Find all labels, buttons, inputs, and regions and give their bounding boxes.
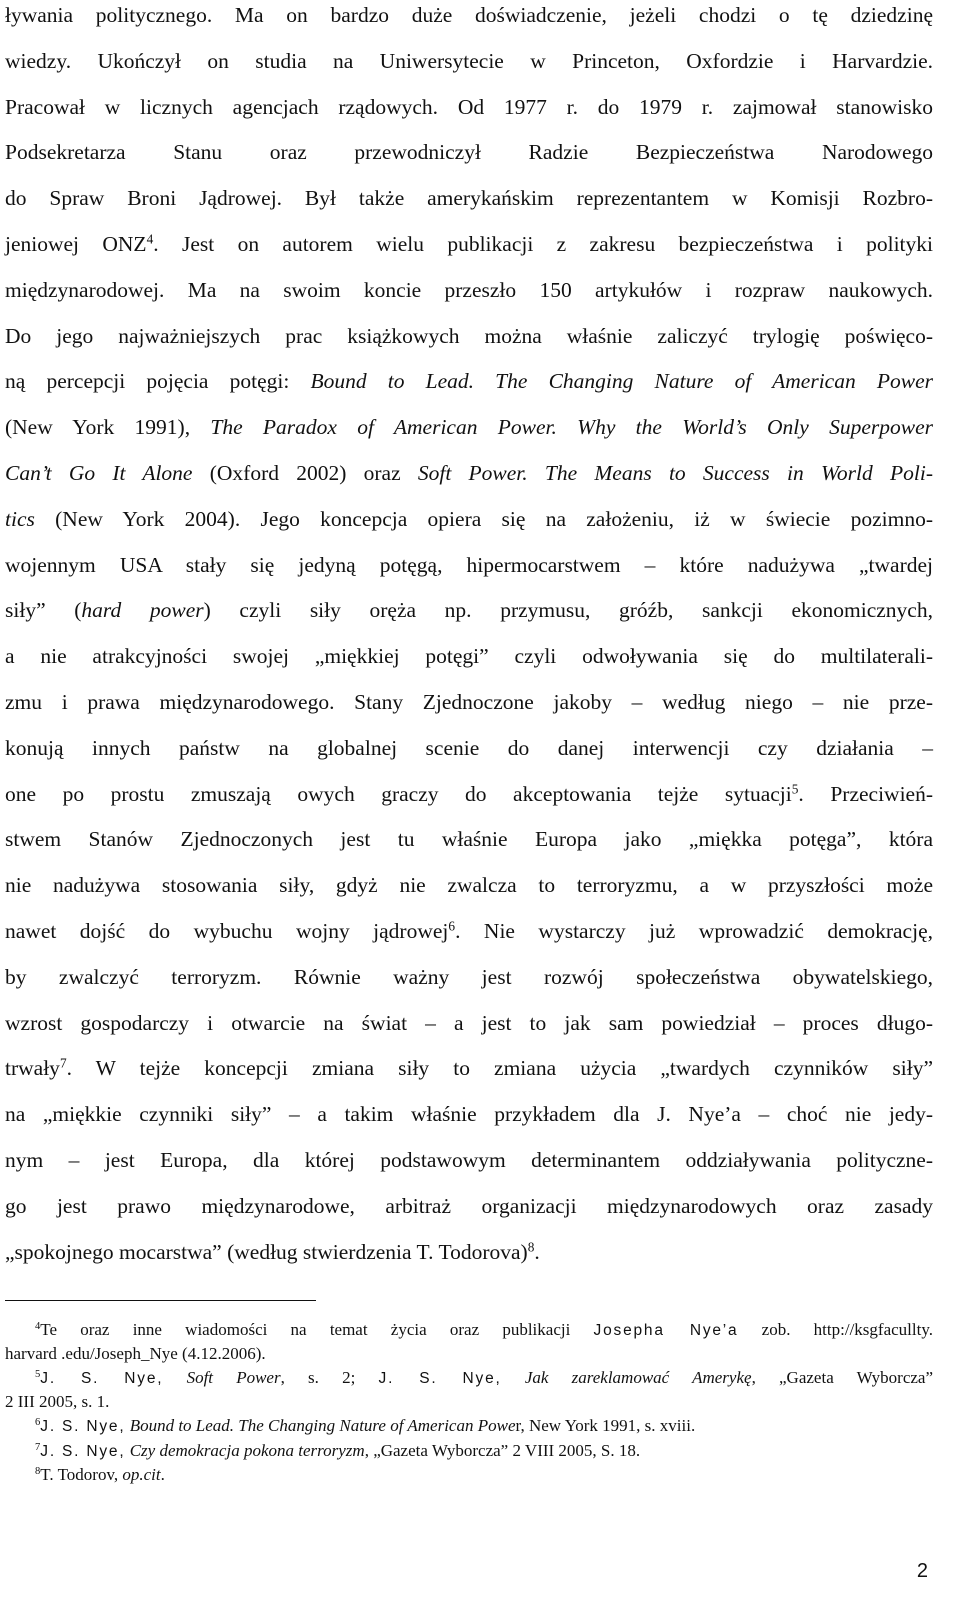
text-run: [163, 1368, 186, 1387]
text-run: „spokojnego mocarstwa” (według stwierdzenia T. Todorova): [5, 1239, 528, 1264]
text-line: [5, 458, 933, 488]
footnote-marker: 5: [35, 1369, 41, 1381]
text-run: zmu i prawa międzynarodowego. Stany Zjednoczone jakoby – według niego – nie prze-: [5, 690, 933, 714]
text-line: [5, 1237, 933, 1267]
footnote-7: [35, 1440, 933, 1463]
author-name: J. S. Nye,: [40, 1443, 126, 1460]
text-line: [5, 504, 933, 534]
text-run: wojennym USA stały się jedyną potęgą, hipermocarstwem – które nadużywa „twardej: [5, 552, 933, 577]
text-run: siły” (: [5, 598, 82, 623]
footnote-4: [35, 1319, 933, 1342]
italic-title: Soft Power: [186, 1368, 281, 1387]
text-line: [5, 412, 933, 442]
text-line: [5, 962, 933, 992]
text-run: wiedzy. Ukończył on studia na Uniwersytecie w Princeton, Oxfordzie i Harvardzie.: [5, 48, 933, 73]
text-run: ) czyli siły oręża np. przymusu, gróźb, sankcji ekonomicznych,: [203, 598, 933, 623]
footnote-ref: 8: [527, 1239, 535, 1255]
italic-title: Soft Power. The Means to Success in World Poli-: [417, 461, 933, 485]
text-run: .: [534, 1239, 540, 1264]
text-line: [5, 46, 933, 76]
text-run: Podsekretarza Stanu oraz przewodniczył Radzie Bezpieczeństwa Narodowego: [5, 140, 933, 165]
text-run: Te oraz inne wiadomości na temat życia oraz publikacji: [40, 1320, 594, 1339]
text-line: [5, 366, 933, 396]
text-run: . Nie wystarczy już wprowadzić demokrację,: [455, 919, 933, 943]
text-line: [5, 641, 933, 671]
footnote-ref: 7: [59, 1056, 67, 1072]
text-line: [5, 275, 933, 305]
text-line: [5, 1008, 933, 1038]
text-run: , „Gazeta Wyborcza” 2 VIII 2005, S. 18.: [364, 1441, 641, 1460]
text-line: [5, 550, 933, 580]
italic-title: Bound to Lead. The Changing Nature of American Powe: [129, 1416, 516, 1435]
footnote-marker: 7: [35, 1442, 41, 1454]
footnote-6: [35, 1415, 933, 1438]
text-run: go jest prawo międzynarodowe, arbitraż organizacji międzynarodowych oraz zasady: [5, 1193, 933, 1218]
text-line: [5, 1099, 933, 1129]
footnote-ref: 4: [146, 231, 154, 247]
text-run: ną percepcji pojęcia potęgi:: [5, 369, 311, 394]
text-run: do Spraw Broni Jądrowej. Był także amerykańskim reprezentantem w Komisji Rozbro-: [5, 186, 933, 211]
author-name: J. S. Nye,: [40, 1418, 126, 1435]
author-name: J. S. Nye,: [378, 1370, 502, 1387]
text-run: . Przeciwień-: [798, 781, 933, 806]
text-line: [5, 733, 933, 763]
text-line: [5, 595, 933, 625]
footnote-continuation: [5, 1343, 933, 1365]
text-run: T. Todorov,: [40, 1465, 123, 1484]
author-name: Josepha Nye’a: [593, 1322, 739, 1339]
text-run: (New York 1991),: [5, 415, 211, 440]
text-run: .: [160, 1465, 165, 1484]
italic-title: Czy demokracja pokona terroryzm: [129, 1441, 365, 1460]
text-run: na „miękkie czynniki siły” – a takim właśnie przykładem dla J. Nye’a – choć nie jedy-: [5, 1102, 933, 1127]
text-run: trwały: [5, 1056, 60, 1081]
text-run: konują innych państw na globalnej scenie do danej interwencji czy działania –: [5, 735, 933, 760]
text-run: nym – jest Europa, dla której podstawowym determinantem oddziaływania polityczne-: [5, 1148, 933, 1172]
page-number: 2: [916, 1560, 928, 1582]
text-run: stwem Stanów Zjednoczonych jest tu właśnie Europa jako „miękka potęga”, która: [5, 827, 933, 852]
author-name: J. S. Nye,: [40, 1370, 164, 1387]
text-run: . W tejże koncepcji zmiana siły to zmiana użycia „twardych czynników siły”: [66, 1056, 933, 1081]
footnote-ref: 6: [448, 918, 456, 934]
text-line: [5, 1053, 933, 1083]
text-run: by zwalczyć terroryzm. Równie ważny jest rozwój społeczeństwa obywatelskiego,: [5, 964, 933, 989]
italic-title: tics: [5, 506, 35, 531]
text-run: nawet dojść do wybuchu wojny jądrowej: [5, 919, 449, 943]
text-run: ływania politycznego. Ma on bardzo duże doświadczenie, jeżeli chodzi o tę dziedzinę: [5, 3, 933, 27]
text-line: [5, 92, 933, 122]
text-line: [5, 687, 933, 717]
text-line: [5, 1191, 933, 1221]
text-line: [5, 870, 933, 900]
footnote-ref: 5: [791, 781, 799, 797]
text-run: zob. http://ksgfacullty.: [738, 1320, 933, 1339]
text-line: [5, 916, 933, 946]
text-line: [5, 1145, 933, 1175]
italic-title: Bound to Lead. The Changing Nature of American Power: [310, 369, 933, 394]
text-run: (New York 2004). Jego koncepcja opiera się na założeniu, iż w świecie pozimno-: [34, 506, 933, 531]
italic-title: op.cit: [122, 1465, 161, 1484]
text-run: one po prostu zmuszają owych graczy do akceptowania tejże sytuacji: [5, 781, 792, 806]
text-run: jeniowej ONZ: [5, 232, 147, 256]
italic-title: hard power: [81, 598, 204, 623]
text-run: r, New York 1991, s. xviii.: [515, 1416, 696, 1435]
text-line: [5, 229, 933, 259]
text-line: [5, 137, 933, 167]
text-run: harvard .edu/Joseph_Nye (4.12.2006).: [5, 1344, 266, 1363]
text-run: Pracował w licznych agencjach rządowych. Od 1977 r. do 1979 r. zajmował stanowisko: [5, 94, 933, 119]
text-line: [5, 0, 933, 30]
italic-title: Jak zareklamować Amerykę: [524, 1368, 752, 1387]
footnote-5: [35, 1367, 933, 1390]
text-run: wzrost gospodarczy i otwarcie na świat – a jest to jak sam powiedział – proces długo-: [5, 1010, 933, 1035]
text-run: a nie atrakcyjności swojej „miękkiej potęgi” czyli odwoływania się do multilaterali-: [5, 644, 933, 669]
footnote-continuation: [5, 1391, 933, 1413]
footnote-marker: 8: [35, 1466, 41, 1478]
text-run: . Jest on autorem wielu publikacji z zakresu bezpieczeństwa i polityki: [153, 232, 933, 256]
italic-title: Can’t Go It Alone: [5, 461, 193, 485]
text-run: międzynarodowej. Ma na swoim koncie przeszło 150 artykułów i rozpraw naukowych.: [5, 277, 933, 302]
text-line: [5, 183, 933, 213]
text-line: [5, 824, 933, 854]
footnote-marker: 4: [35, 1321, 41, 1333]
text-run: 2 III 2005, s. 1.: [5, 1392, 110, 1411]
text-line: [5, 321, 933, 351]
footnote-marker: 6: [35, 1417, 41, 1429]
text-line: [5, 779, 933, 809]
text-run: , s. 2;: [280, 1368, 379, 1387]
text-run: nie nadużywa stosowania siły, gdyż nie zwalcza to terroryzmu, a w przyszłości może: [5, 873, 933, 898]
footnote-8: [35, 1464, 933, 1486]
text-run: [502, 1368, 525, 1387]
italic-title: The Paradox of American Power. Why the World’s Only Superpower: [210, 415, 933, 440]
text-run: Do jego najważniejszych prac książkowych można właśnie zaliczyć trylogię poświęco-: [5, 323, 933, 348]
footnote-separator: [5, 1300, 316, 1301]
text-run: , „Gazeta Wyborcza”: [751, 1368, 933, 1387]
text-run: (Oxford 2002) oraz: [192, 461, 418, 485]
